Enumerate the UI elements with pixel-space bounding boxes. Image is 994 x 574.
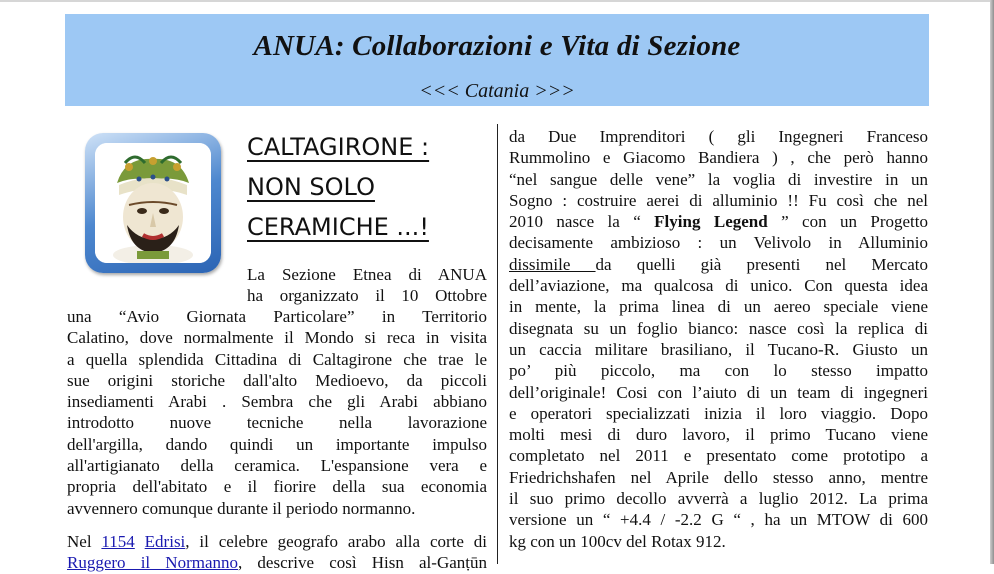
text-line: insediamenti Arabi . Sembra che gli Arabi abbiano xyxy=(67,392,487,412)
text-line: ha organizzato il 10 Ottobre xyxy=(247,286,487,306)
text-line: in mente, la prima linea di un aereo speciale viene xyxy=(509,297,928,317)
text-line: molti mesi di duro lavoro, il primo Tucano viene xyxy=(509,425,928,445)
text-line: dell’aviazione, ma qualcosa di unico. Con questa idea xyxy=(509,276,928,296)
right-column-paragraph xyxy=(509,126,928,552)
p2-line2-rest: , descrive così Hisn al-Ganṭūn xyxy=(238,553,487,573)
text-line: introdotto nuove tecniche nella lavorazione xyxy=(67,413,487,433)
text-line: dissimile da quelli già presenti nel Mercato xyxy=(509,254,928,274)
p2-suffix: , il celebre geografo arabo alla corte di xyxy=(185,532,488,551)
text-line: propria dell'abitato e il fiorire della sua economia xyxy=(67,477,487,497)
scroll-edge xyxy=(990,0,994,564)
text-line: Sogno : costruire aerei di alluminio !! Fu così che nel xyxy=(509,190,928,210)
text-line: 2010 nasce la “ Flying Legend ” con un Progetto xyxy=(509,212,928,232)
banner-title: ANUA: Collaborazioni e Vita di Sezione xyxy=(253,30,741,62)
flying-legend-bold: Flying Legend xyxy=(654,212,768,232)
section-banner xyxy=(65,14,929,106)
text-line: decisamente ambizioso : un Velivolo in Alluminio xyxy=(509,233,928,253)
text-line xyxy=(67,552,487,573)
heading-line-1: CALTAGIRONE : xyxy=(247,133,430,161)
text-line: La Sezione Etnea di ANUA xyxy=(247,265,487,284)
underlined-word: dissimile xyxy=(509,254,596,274)
second-paragraph xyxy=(67,531,487,574)
text-line: da Due Imprenditori ( gli Ingegneri Franceso xyxy=(509,127,928,146)
column-divider xyxy=(497,124,498,564)
text-line: po’ più piccolo, ma con lo stesso impatto xyxy=(509,361,928,381)
ceramic-moor-head-icon xyxy=(85,133,221,273)
article-heading xyxy=(247,127,487,247)
heading-line-3: CERAMICHE ...! xyxy=(247,213,429,241)
text-line: all'artigianato della ceramica. L'espansione vera e xyxy=(67,456,487,476)
moor-head-illustration xyxy=(95,143,211,263)
text-line: un caccia militare brasiliano, il Tucano-R. Giusto un xyxy=(509,339,928,359)
p2-prefix: Nel xyxy=(67,532,102,551)
text-line: Rummolino e Giacomo Bandiera ) , che però hanno xyxy=(509,148,928,168)
heading-line-2: NON SOLO xyxy=(247,173,375,201)
text-line: kg con un 100cv del Rotax 912. xyxy=(509,531,726,551)
text-line: completato nel 2011 e presentato come prototipo a xyxy=(509,446,928,466)
intro-paragraph xyxy=(247,264,487,307)
text-line: una “Avio Giornata Particolare” in Territorio xyxy=(67,307,487,326)
link-edrisi[interactable]: Edrisi xyxy=(144,532,186,551)
logo-image xyxy=(95,143,211,263)
text-line: versione un “ +4.4 / -2.2 G “ , ha un MTOW di 600 xyxy=(509,510,928,530)
text-line: a quella splendida Cittadina di Caltagirone che trae le xyxy=(67,349,487,369)
banner-subtitle: <<< Catania >>> xyxy=(419,80,575,102)
text-line: dell'argilla, dando quindi un importante impulso xyxy=(67,434,487,454)
text-line: disegnata su un foglio bianco: nasce così la replica di xyxy=(509,318,928,338)
text-line: Calatino, dove normalmente il Mondo si reca in visita xyxy=(67,328,487,348)
left-column-paragraph xyxy=(67,306,487,519)
text-line: “nel sangue delle vene” la voglia di investire in un xyxy=(509,169,928,189)
text-line: avvennero comunque durante il periodo normanno. xyxy=(67,498,416,518)
text-line: dell’originale! Cosi con l’aiuto di un team di ingegneri xyxy=(509,382,928,402)
link-year-1154[interactable]: 1154 xyxy=(101,532,135,551)
text-line: il suo primo decollo avverrà a luglio 2012. La prima xyxy=(509,489,928,509)
link-ruggero[interactable]: Ruggero il Normanno xyxy=(67,553,239,573)
text-line xyxy=(67,531,487,552)
text-line: Friedrichshafen nel Aprile dello stesso anno, mentre xyxy=(509,467,928,487)
text-line: e operatori specializzati inizia il loro viaggio. Dopo xyxy=(509,403,928,423)
text-line: sue origini storiche dall'alto Medioevo, da piccoli xyxy=(67,370,487,390)
